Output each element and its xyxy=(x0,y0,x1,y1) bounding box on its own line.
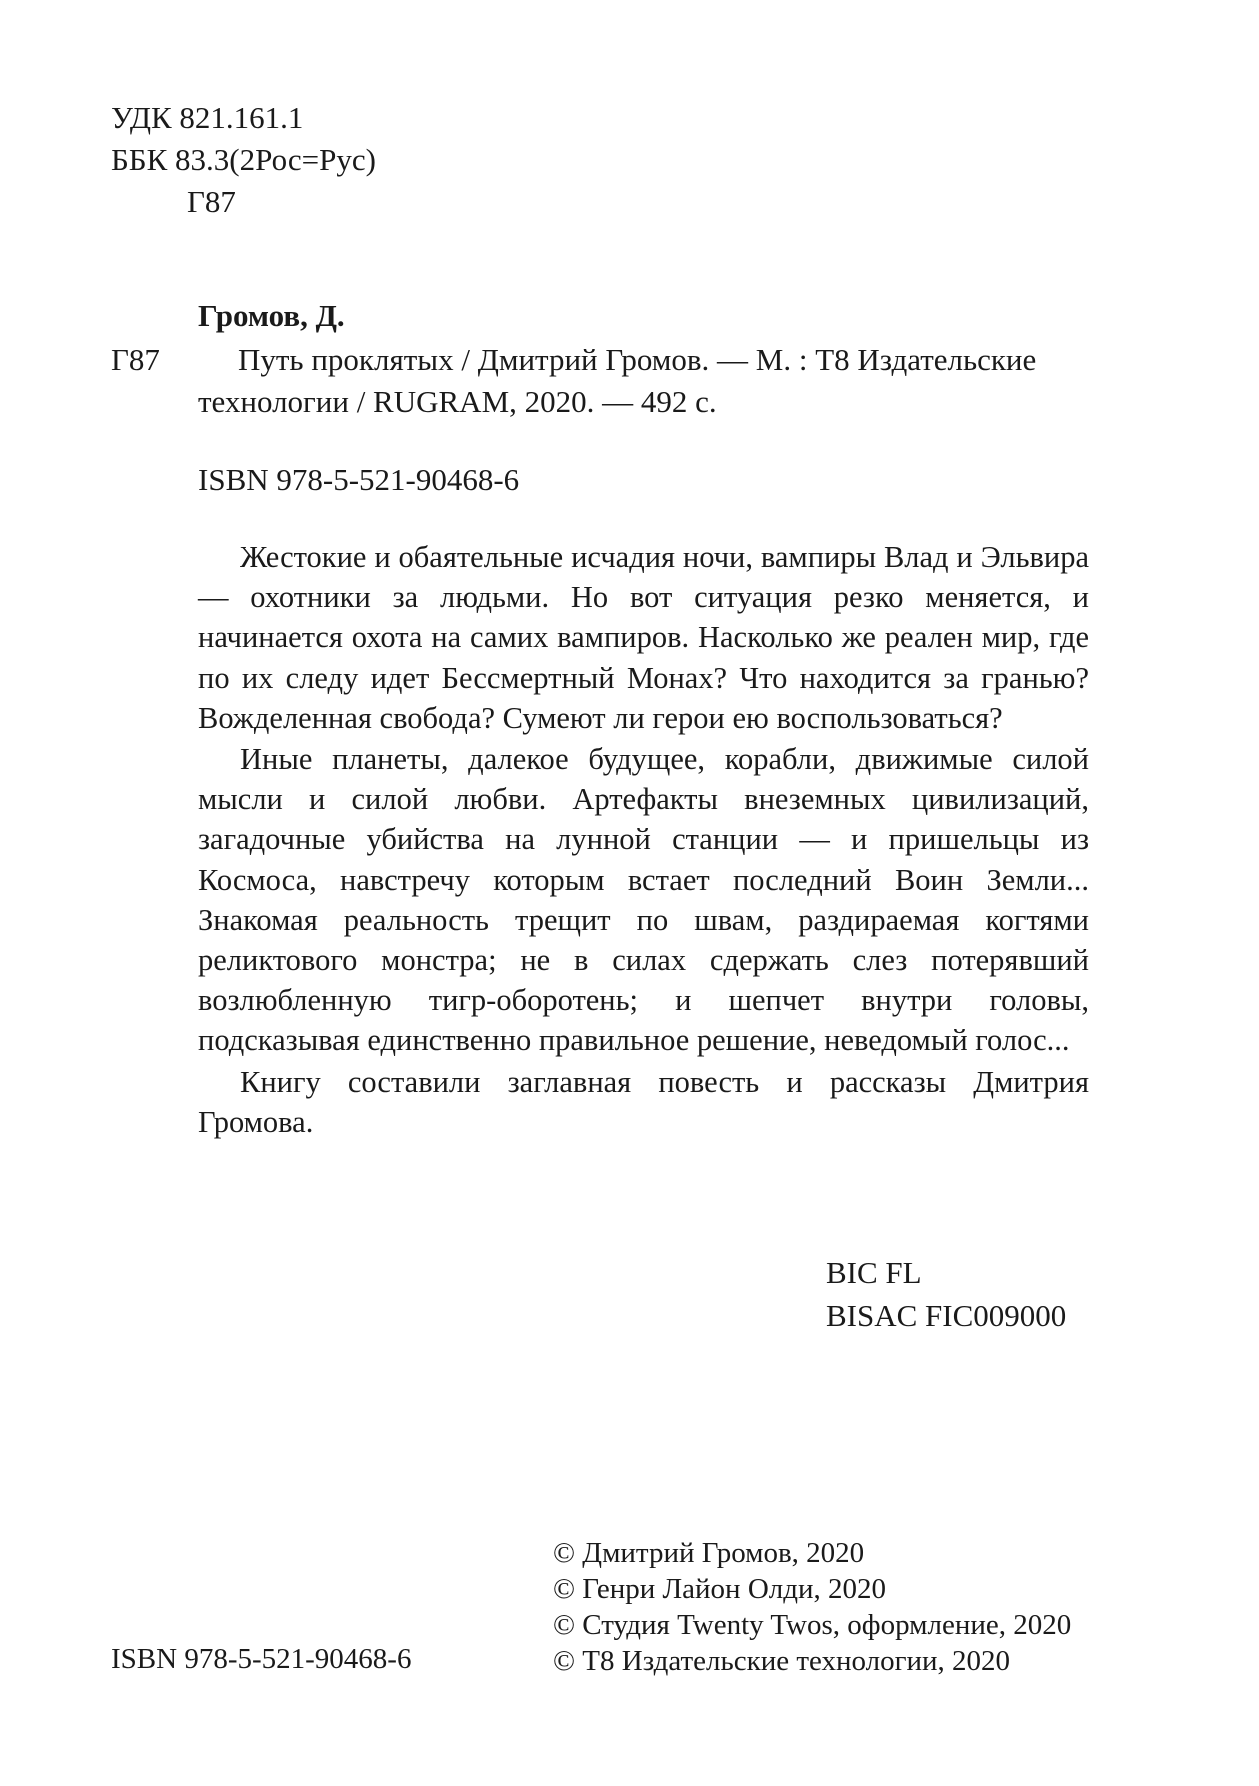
bic-code: BIC FL xyxy=(826,1255,922,1290)
annotation-paragraph: Книгу составили заглавная повесть и рассказы Дмитрия Громова. xyxy=(198,1064,1089,1139)
isbn-footer: ISBN 978-5-521-90468-6 xyxy=(111,1643,412,1675)
copyright-line: © Студия Twenty Twos, оформление, 2020 xyxy=(553,1609,1072,1641)
udk-code: УДК 821.161.1 xyxy=(111,100,304,135)
annotation xyxy=(198,537,1089,1142)
bbk-code: ББК 83.3(2Рос=Рус) xyxy=(111,142,376,177)
author-name: Громов, Д. xyxy=(198,298,345,333)
title-line-1: Путь проклятых / Дмитрий Громов. — М. : Т8 Издательские xyxy=(238,342,1037,377)
copyright-list xyxy=(553,1535,1071,1679)
author-sign: Г87 xyxy=(187,184,236,219)
annotation-paragraph: Жестокие и обаятельные исчадия ночи, вампиры Влад и Эльвира — охотники за людьми. Но вот ситуация резко меняется, и начинается охота на самих вампиров. Насколько же реален мир, где по их следу идет Бессмертный Монах? Что находится за гранью? Вожделенная свобода? Сумеют ли герои ею воспользоваться? xyxy=(198,540,1089,735)
isbn-record: ISBN 978-5-521-90468-6 xyxy=(198,462,520,497)
copyright-line: © Генри Лайон Олди, 2020 xyxy=(553,1573,887,1605)
title-line-2: технологии / RUGRAM, 2020. — 492 с. xyxy=(198,384,717,419)
copyright-line: © Т8 Издательские технологии, 2020 xyxy=(553,1645,1011,1677)
annotation-paragraph: Иные планеты, далекое будущее, корабли, движимые силой мысли и силой любви. Артефакты внеземных цивилизаций, загадочные убийства на лунной станции — и пришельцы из Космоса, навстречу которым встает последний Воин Земли... Знакомая реальность трещит по швам, раздираемая когтями реликтового монстра; не в силах сдержать слез потерявший возлюбленную тигр-оборотень; и шепчет внутри головы, подсказывая единственно правильное решение, неведомый голос... xyxy=(198,742,1089,1058)
bisac-code: BISAC FIC009000 xyxy=(826,1298,1067,1333)
copyright-line: © Дмитрий Громов, 2020 xyxy=(553,1537,865,1569)
bibliographic-sign: Г87 xyxy=(111,342,160,377)
